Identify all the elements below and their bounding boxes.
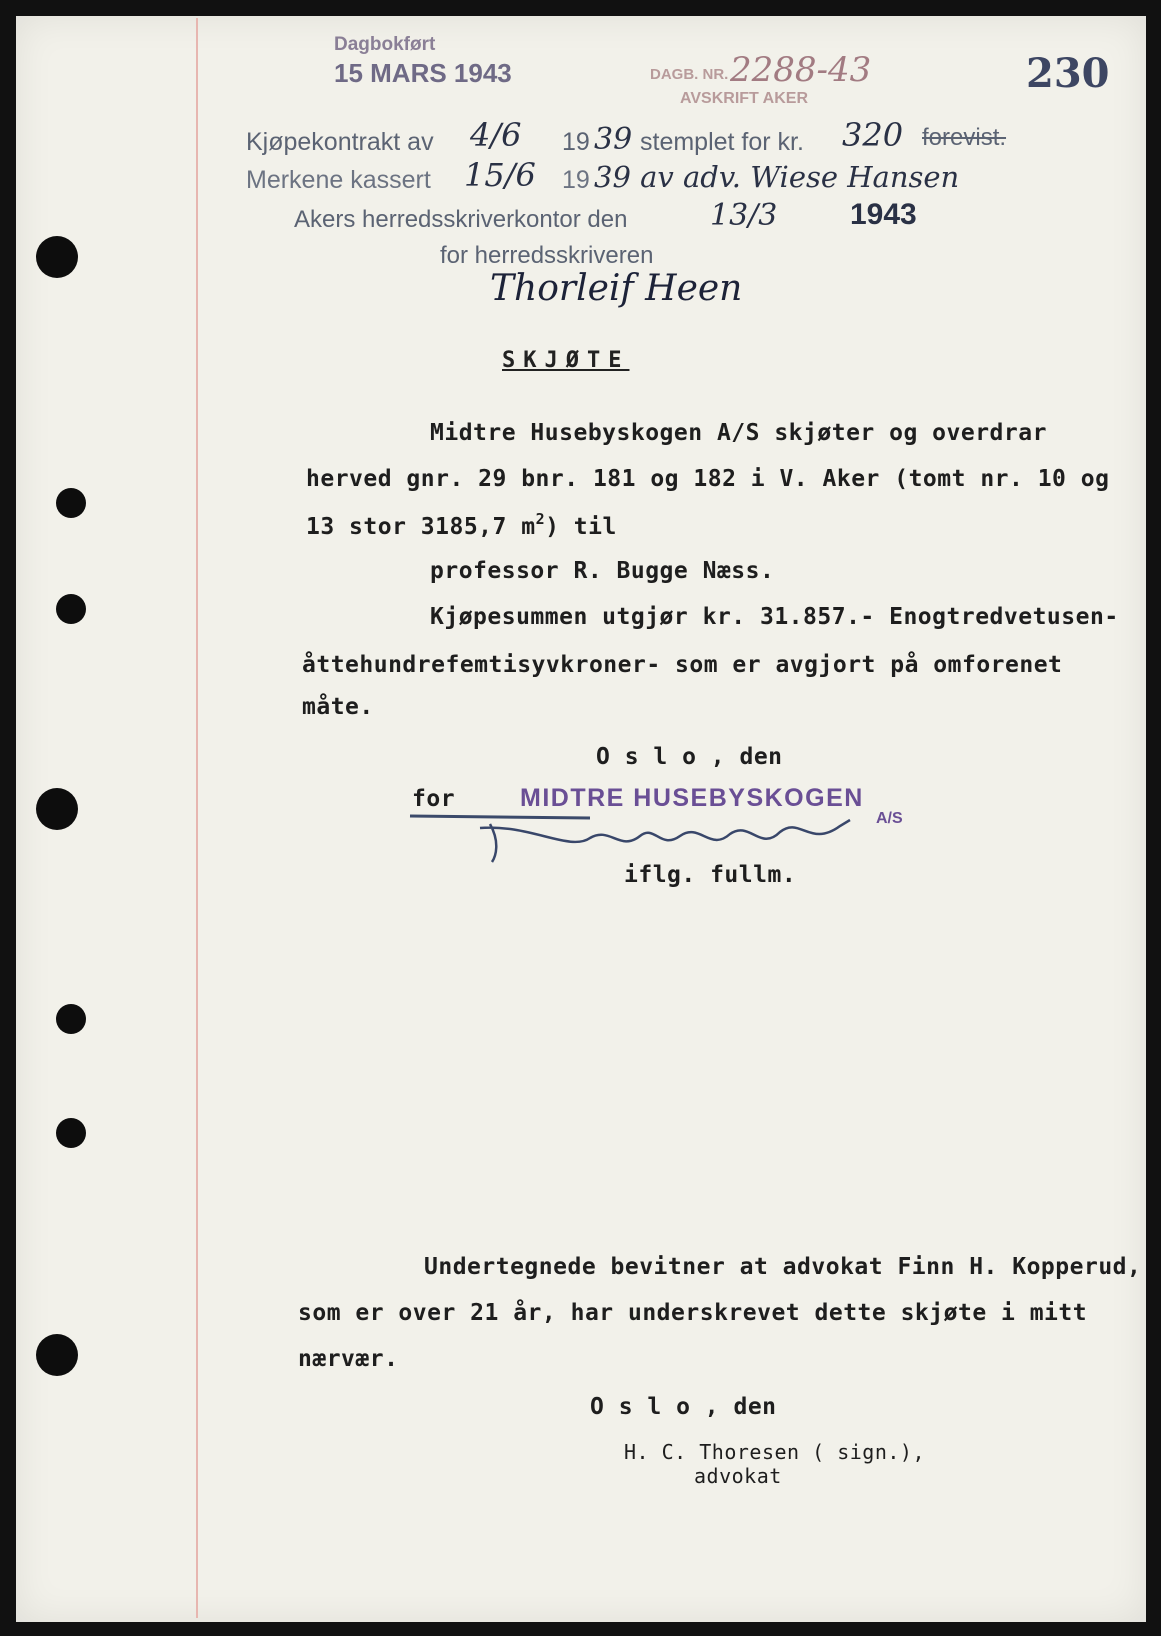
punch-hole [56, 1004, 86, 1034]
witness-line-1: Undertegnede bevitner at advokat Finn H. Kopperud, [424, 1254, 1142, 1280]
punch-hole [36, 1334, 78, 1376]
stamp-line1-year: 39 [594, 122, 633, 157]
punch-hole [56, 594, 86, 624]
punch-hole [36, 788, 78, 830]
punch-hole [56, 1118, 86, 1148]
stamp-line1-year-prefix: 19 [562, 128, 590, 156]
clerk-signature: Thorleif Heen [490, 268, 743, 309]
paragraph-1-line-1: Midtre Husebyskogen A/S skjøter og overdrar [430, 420, 1047, 446]
paragraph-3-line-3: måte. [302, 694, 374, 720]
paragraph-3-line-1: Kjøpesummen utgjør kr. 31.857.- Enogtredvetusen- [430, 604, 1119, 630]
place-date-2: O s l o , den [590, 1394, 777, 1420]
for-label: for [412, 786, 456, 812]
paragraph-1-line-3 [306, 510, 617, 540]
paragraph-1-line-2: herved gnr. 29 bnr. 181 og 182 i V. Aker (tomt nr. 10 og [306, 466, 1110, 492]
witness-line-3: nærvær. [298, 1346, 399, 1372]
stamp-line1-mid: stemplet for kr. [640, 128, 804, 156]
stamp-line2-date: 15/6 [464, 156, 536, 194]
company-stamp: MIDTRE HUSEBYSKOGEN [520, 784, 864, 812]
stamp-line3-date: 13/3 [710, 198, 778, 233]
avskrift-label: AVSKRIFT AKER [680, 90, 808, 107]
dagbokfort-date: 15 MARS 1943 [334, 58, 512, 88]
stamp-line2-year-prefix: 19 [562, 166, 590, 194]
area-text: 13 stor 3185,7 m [306, 514, 536, 540]
iflg-fullm: iflg. fullm. [624, 862, 797, 888]
stamp-line4-label: for herredsskriveren [440, 242, 654, 269]
stamp-line1-amount: 320 [842, 116, 904, 154]
dagb-label: DAGB. NR. [650, 66, 729, 83]
stamp-line1-label: Kjøpekontrakt av [246, 128, 434, 156]
punch-hole [56, 488, 86, 518]
company-signature [410, 812, 880, 868]
witness-line-2: som er over 21 år, har underskrevet dette skjøte i mitt [298, 1300, 1088, 1326]
paragraph-3-line-2: åttehundrefemtisyvkroner- som er avgjort på omforenet [302, 652, 1063, 678]
page-number: 230 [1026, 50, 1110, 97]
stamp-line3-year: 1943 [850, 198, 917, 231]
document-title: SKJØTE [502, 348, 630, 373]
witness-name: H. C. Thoresen ( sign.), [624, 1440, 925, 1464]
company-stamp-suffix: A/S [876, 810, 903, 827]
stamp-line1-date: 4/6 [470, 116, 522, 154]
buyer-line: professor R. Bugge Næss. [430, 558, 775, 584]
area-superscript: 2 [535, 510, 546, 528]
stamp-line1-end: forevist. [922, 124, 1007, 151]
punch-hole [36, 236, 78, 278]
place-date-1: O s l o , den [596, 744, 783, 770]
stamp-line2-label: Merkene kassert [246, 166, 431, 194]
stamp-line2-hand: 39 av adv. Wiese Hansen [594, 160, 960, 194]
stamp-line3-label: Akers herredsskriverkontor den [294, 206, 628, 233]
margin-line [196, 18, 198, 1618]
dagb-number: 2288-43 [730, 50, 872, 90]
dagbokfort-label: Dagbokført [334, 34, 436, 55]
witness-title: advokat [694, 1464, 782, 1488]
area-text-end: ) til [545, 514, 617, 540]
